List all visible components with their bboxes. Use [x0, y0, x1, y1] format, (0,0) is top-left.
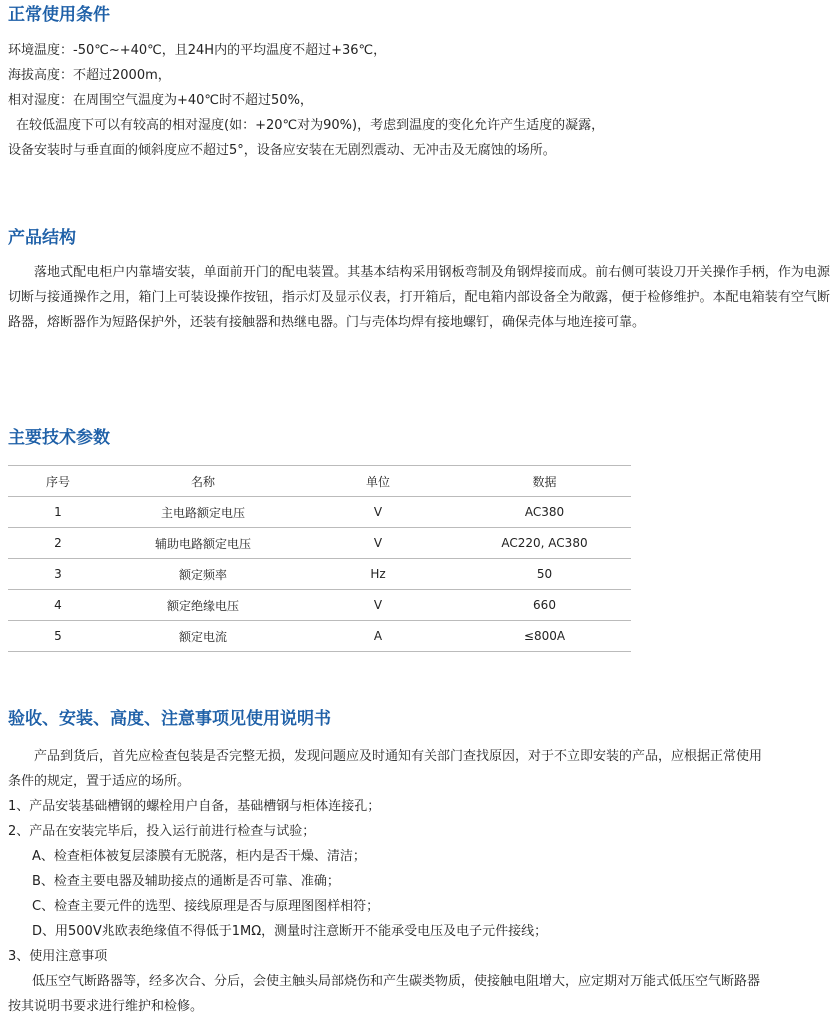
section-title-acceptance: 验收、安装、高度、注意事项见使用说明书 [8, 709, 331, 729]
conditions-text [8, 38, 830, 163]
table-row [8, 590, 631, 621]
conditions-line-humidity: 相对湿度：在周围空气温度为+40℃时不超过50%， [8, 93, 313, 108]
cell-name: 额定频率 [108, 559, 298, 590]
params-table [8, 465, 631, 652]
cell-unit: V [298, 590, 458, 621]
conditions-line-low-temp: 在较低温度下可以有较高的相对湿度(如：+20℃对为90%)，考虑到温度的变化允许产生适度的凝露， [16, 118, 605, 133]
cell-unit: A [298, 621, 458, 652]
cell-unit: Hz [298, 559, 458, 590]
table-row [8, 559, 631, 590]
cell-value: ≤800A [458, 621, 631, 652]
cell-value: AC220, AC380 [458, 528, 631, 559]
acceptance-note-line-1: 低压空气断路器等，经多次合、分后，会使主触头局部烧伤和产生碳类物质，使接触电阻增大，应定期对万能式低压空气断路器 [32, 974, 761, 989]
cell-index: 5 [8, 621, 108, 652]
cell-unit: V [298, 497, 458, 528]
header-index: 序号 [8, 466, 108, 497]
header-unit: 单位 [298, 466, 458, 497]
cell-name: 主电路额定电压 [108, 497, 298, 528]
acceptance-intro-line-1: 产品到货后，首先应检查包装是否完整无损，发现问题应及时通知有关部门查找原因，对于不立即安装的产品，应根据正常使用 [34, 749, 763, 764]
cell-index: 2 [8, 528, 108, 559]
cell-index: 1 [8, 497, 108, 528]
header-value: 数据 [458, 466, 631, 497]
cell-name: 辅助电路额定电压 [108, 528, 298, 559]
conditions-line-temperature: 环境温度：-50℃~+40℃，且24H内的平均温度不超过+36℃， [8, 43, 387, 58]
acceptance-item-1: 1、产品安装基础槽钢的螺栓用户自备，基础槽钢与柜体连接孔； [8, 799, 381, 814]
table-row [8, 497, 631, 528]
cell-value: AC380 [458, 497, 631, 528]
cell-unit: V [298, 528, 458, 559]
section-title-params: 主要技术参数 [8, 428, 110, 448]
acceptance-item-3: 3、使用注意事项 [8, 949, 108, 964]
acceptance-sub-b: B、检查主要电器及辅助接点的通断是否可靠、准确； [32, 874, 340, 889]
cell-name: 额定绝缘电压 [108, 590, 298, 621]
section-title-structure: 产品结构 [8, 228, 76, 248]
table-row [8, 621, 631, 652]
table-row [8, 528, 631, 559]
conditions-line-installation: 设备安装时与垂直面的倾斜度应不超过5°，设备应安装在无剧烈震动、无冲击及无腐蚀的场所。 [8, 143, 556, 158]
acceptance-sub-c: C、检查主要元件的选型、接线原理是否与原理图图样相符； [32, 899, 380, 914]
conditions-line-altitude: 海拔高度：不超过2000m， [8, 68, 171, 83]
acceptance-sub-a: A、检查柜体被复层漆膜有无脱落，柜内是否干燥、清洁； [32, 849, 366, 864]
header-name: 名称 [108, 466, 298, 497]
cell-index: 4 [8, 590, 108, 621]
acceptance-text [8, 744, 830, 1019]
acceptance-note-line-2: 按其说明书要求进行维护和检修。 [8, 999, 204, 1014]
cell-value: 50 [458, 559, 631, 590]
acceptance-item-2: 2、产品在安装完毕后，投入运行前进行检查与试验； [8, 824, 316, 839]
section-title-conditions: 正常使用条件 [8, 5, 110, 25]
structure-text: 落地式配电柜户内靠墙安装，单面前开门的配电装置。其基本结构采用钢板弯制及角钢焊接而成。前右侧可装设刀开关操作手柄，作为电源切断与接通操作之用，箱门上可装设操作按钮，指示灯及显示仪表，打开箱后，配电箱内部设备全为敞露，便于检修维护。本配电箱装有空气断路器，熔断器作为短路保护外，还装有接触器和热继电器。门与壳体均焊有接地螺钉，确保壳体与地连接可靠。 [8, 265, 830, 330]
acceptance-intro-line-2: 条件的规定，置于适应的场所。 [8, 774, 191, 789]
cell-value: 660 [458, 590, 631, 621]
cell-index: 3 [8, 559, 108, 590]
cell-name: 额定电流 [108, 621, 298, 652]
acceptance-sub-d: D、用500V兆欧表绝缘值不得低于1MΩ，测量时注意断开不能承受电压及电子元件接线； [32, 924, 548, 939]
table-header-row [8, 466, 631, 497]
